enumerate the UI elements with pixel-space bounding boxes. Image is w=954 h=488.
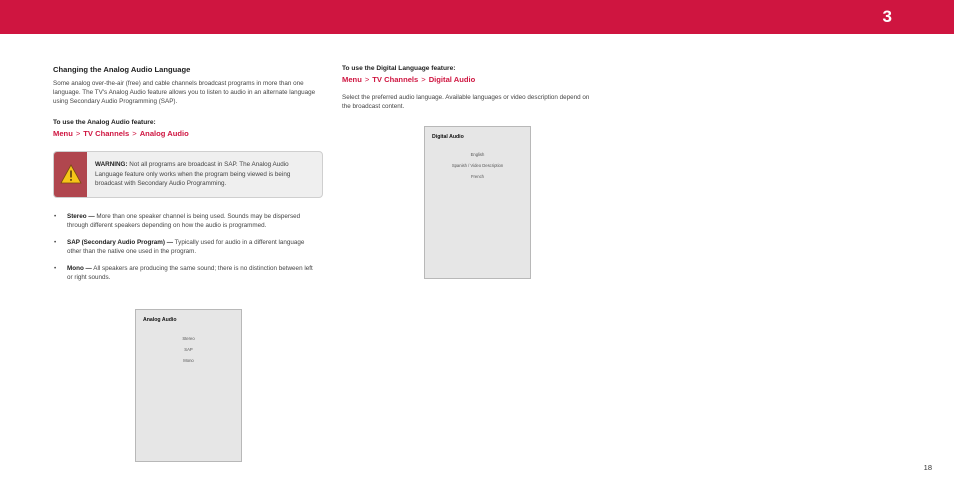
page-number: 18	[923, 463, 932, 472]
warning-triangle-icon	[60, 164, 82, 184]
analog-audio-menu-screenshot	[135, 309, 242, 462]
breadcrumb-tv-channels: TV Channels	[83, 128, 130, 138]
bullet-term: Stereo —	[67, 213, 95, 220]
analog-audio-section	[53, 65, 328, 138]
analog-breadcrumb	[53, 129, 328, 138]
breadcrumb-analog-audio: Analog Audio	[139, 128, 189, 138]
bullet-term: Mono —	[67, 265, 92, 272]
menu-option-english: English	[470, 152, 485, 157]
audio-mode-list	[53, 212, 318, 290]
breadcrumb-tv-channels: TV Channels	[372, 75, 419, 84]
list-item	[53, 264, 318, 282]
bullet-dot: •	[54, 213, 57, 220]
menu-option-sap: SAP	[184, 347, 193, 352]
breadcrumb-separator: >	[132, 128, 137, 138]
menu-option-french: French	[470, 174, 485, 179]
bullet-text: All speakers are producing the same sound; there is no distinction between left or right sounds.	[67, 265, 313, 281]
chapter-number: 3	[882, 7, 892, 26]
digital-audio-menu-screenshot	[424, 126, 531, 279]
menu-title: Analog Audio	[143, 317, 177, 323]
intro-paragraph: Some analog over-the-air (free) and cable channels broadcast programs in more than one language. The TV's Analog Audio feature allows you to listen to audio in an alternate language using Secondary Audio Programming (SAP).	[53, 80, 316, 106]
menu-title: Digital Audio	[432, 134, 464, 140]
digital-breadcrumb	[342, 75, 602, 84]
bullet-dot: •	[54, 239, 57, 246]
breadcrumb-digital-audio: Digital Audio	[428, 75, 476, 84]
breadcrumb-menu: Menu	[342, 75, 362, 84]
warning-side-panel	[54, 152, 87, 197]
breadcrumb-menu: Menu	[53, 128, 73, 138]
chapter-header-bar	[0, 0, 954, 34]
warning-text	[95, 160, 317, 189]
breadcrumb-separator: >	[75, 128, 81, 138]
section-heading: Changing the Analog Audio Language	[53, 65, 191, 74]
menu-option-stereo: Stereo	[182, 336, 195, 341]
menu-option-mono: Mono	[183, 358, 194, 363]
breadcrumb-separator: >	[421, 75, 426, 84]
bullet-dot: •	[54, 265, 57, 272]
bullet-term: SAP (Secondary Audio Program) —	[67, 239, 174, 246]
list-item	[53, 238, 318, 256]
warning-body: Not all programs are broadcast in SAP. The Analog Audio Language feature only works when the program being viewed is being broadcast with Secondary Audio Programming.	[95, 161, 291, 188]
bullet-text: More than one speaker channel is being used. Sounds may be dispersed through different speakers depending on how the audio is programmed.	[67, 213, 301, 229]
bullet-text: Typically used for audio in a different language other than the native one used in the program.	[67, 239, 305, 255]
digital-description: Select the preferred audio language. Available languages or video description depend on the broadcast content.	[342, 94, 590, 111]
menu-option-spanish-video-description: Spanish / Video Description	[451, 163, 504, 168]
warning-label: WARNING:	[95, 161, 128, 168]
list-item	[53, 212, 318, 230]
warning-callout	[53, 151, 323, 198]
digital-use-heading: To use the Digital Language feature:	[342, 65, 456, 72]
breadcrumb-separator: >	[364, 75, 370, 84]
analog-use-heading: To use the Analog Audio feature:	[53, 118, 156, 126]
digital-audio-section	[342, 65, 602, 111]
